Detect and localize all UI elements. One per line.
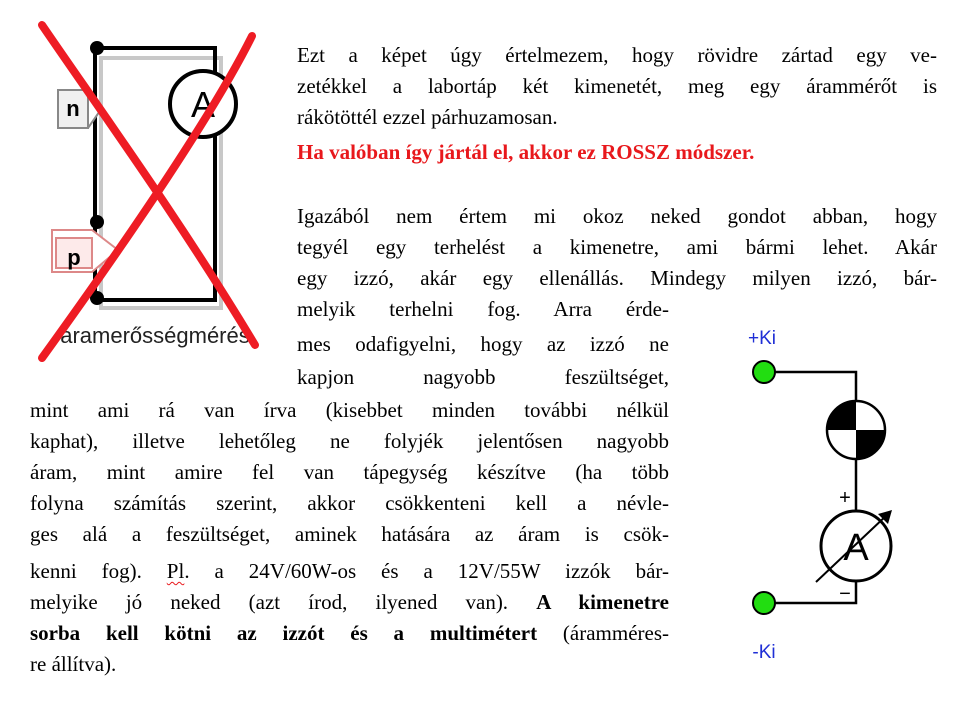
ammeter-plus-sign: + [839, 487, 851, 509]
text-line: áram, mint amire fel van tápegység készítve (ha több [30, 460, 669, 484]
text-line: mes odafigyelni, hogy az izzó ne [297, 332, 669, 356]
ammeter-symbol-left: A [190, 84, 216, 125]
circuit-wire [764, 372, 856, 400]
text-line: sorba kell kötni az izzót és a multimétert (áramméres- [30, 621, 669, 645]
emphasis-text: sorba kell kötni az izzót és a multimétert [30, 621, 538, 645]
text-line: melyik terhelni fog. Arra érde- [297, 297, 669, 321]
spellcheck-flag: Pl [166, 559, 185, 583]
ammeter-minus-sign: − [839, 583, 851, 605]
figure-caption: áramerősségmérés [60, 323, 250, 348]
minus-terminal [753, 592, 775, 614]
ammeter-symbol-right: A [843, 527, 869, 569]
text-line: mint ami rá van írva (kisebbet minden további nélkül [30, 398, 669, 422]
text-line: tegyél egy terhelést a kimenetre, ami bármi lehet. Akár [297, 235, 937, 259]
text-line: kenni fog). Pl. a 24V/60W-os és a 12V/55W izzók bár- [30, 559, 669, 583]
warning-text: Ha valóban így jártál el, akkor ez ROSSZ módszer. [297, 140, 755, 164]
text-line: egy izzó, akár egy ellenállás. Mindegy milyen izzó, bár- [297, 266, 937, 290]
text-line: kaphat), illetve lehetőleg ne folyjék jelentősen nagyobb [30, 429, 669, 453]
text-line: melyike jó neked (azt írod, ilyened van). A kimenetre [30, 590, 669, 614]
text-line: rákötöttél ezzel párhuzamosan. [297, 105, 558, 129]
text-line: Ezt a képet úgy értelmezem, hogy rövidre zártad egy ve- [297, 43, 937, 67]
emphasis-text: A kimenetre [536, 590, 669, 614]
text-line: kapjon nagyobb feszültséget, [297, 365, 669, 389]
plus-terminal [753, 361, 775, 383]
terminal-n-label: n [66, 96, 80, 121]
text-line: zetékkel a labortáp két kimenetét, meg egy árammérőt is [297, 74, 937, 98]
text-line: Igazából nem értem mi okoz neked gondot abban, hogy [297, 204, 937, 228]
plus-terminal-label: +Ki [748, 328, 776, 349]
minus-terminal-label: -Ki [752, 642, 776, 663]
text-line: ges alá a feszültséget, aminek hatására az áram is csök- [30, 522, 669, 546]
text-line: re állítva). [30, 652, 117, 676]
text-line: folyna számítás szerint, akkor csökkenteni kell a névle- [30, 491, 669, 515]
terminal-p-label: p [67, 245, 81, 270]
